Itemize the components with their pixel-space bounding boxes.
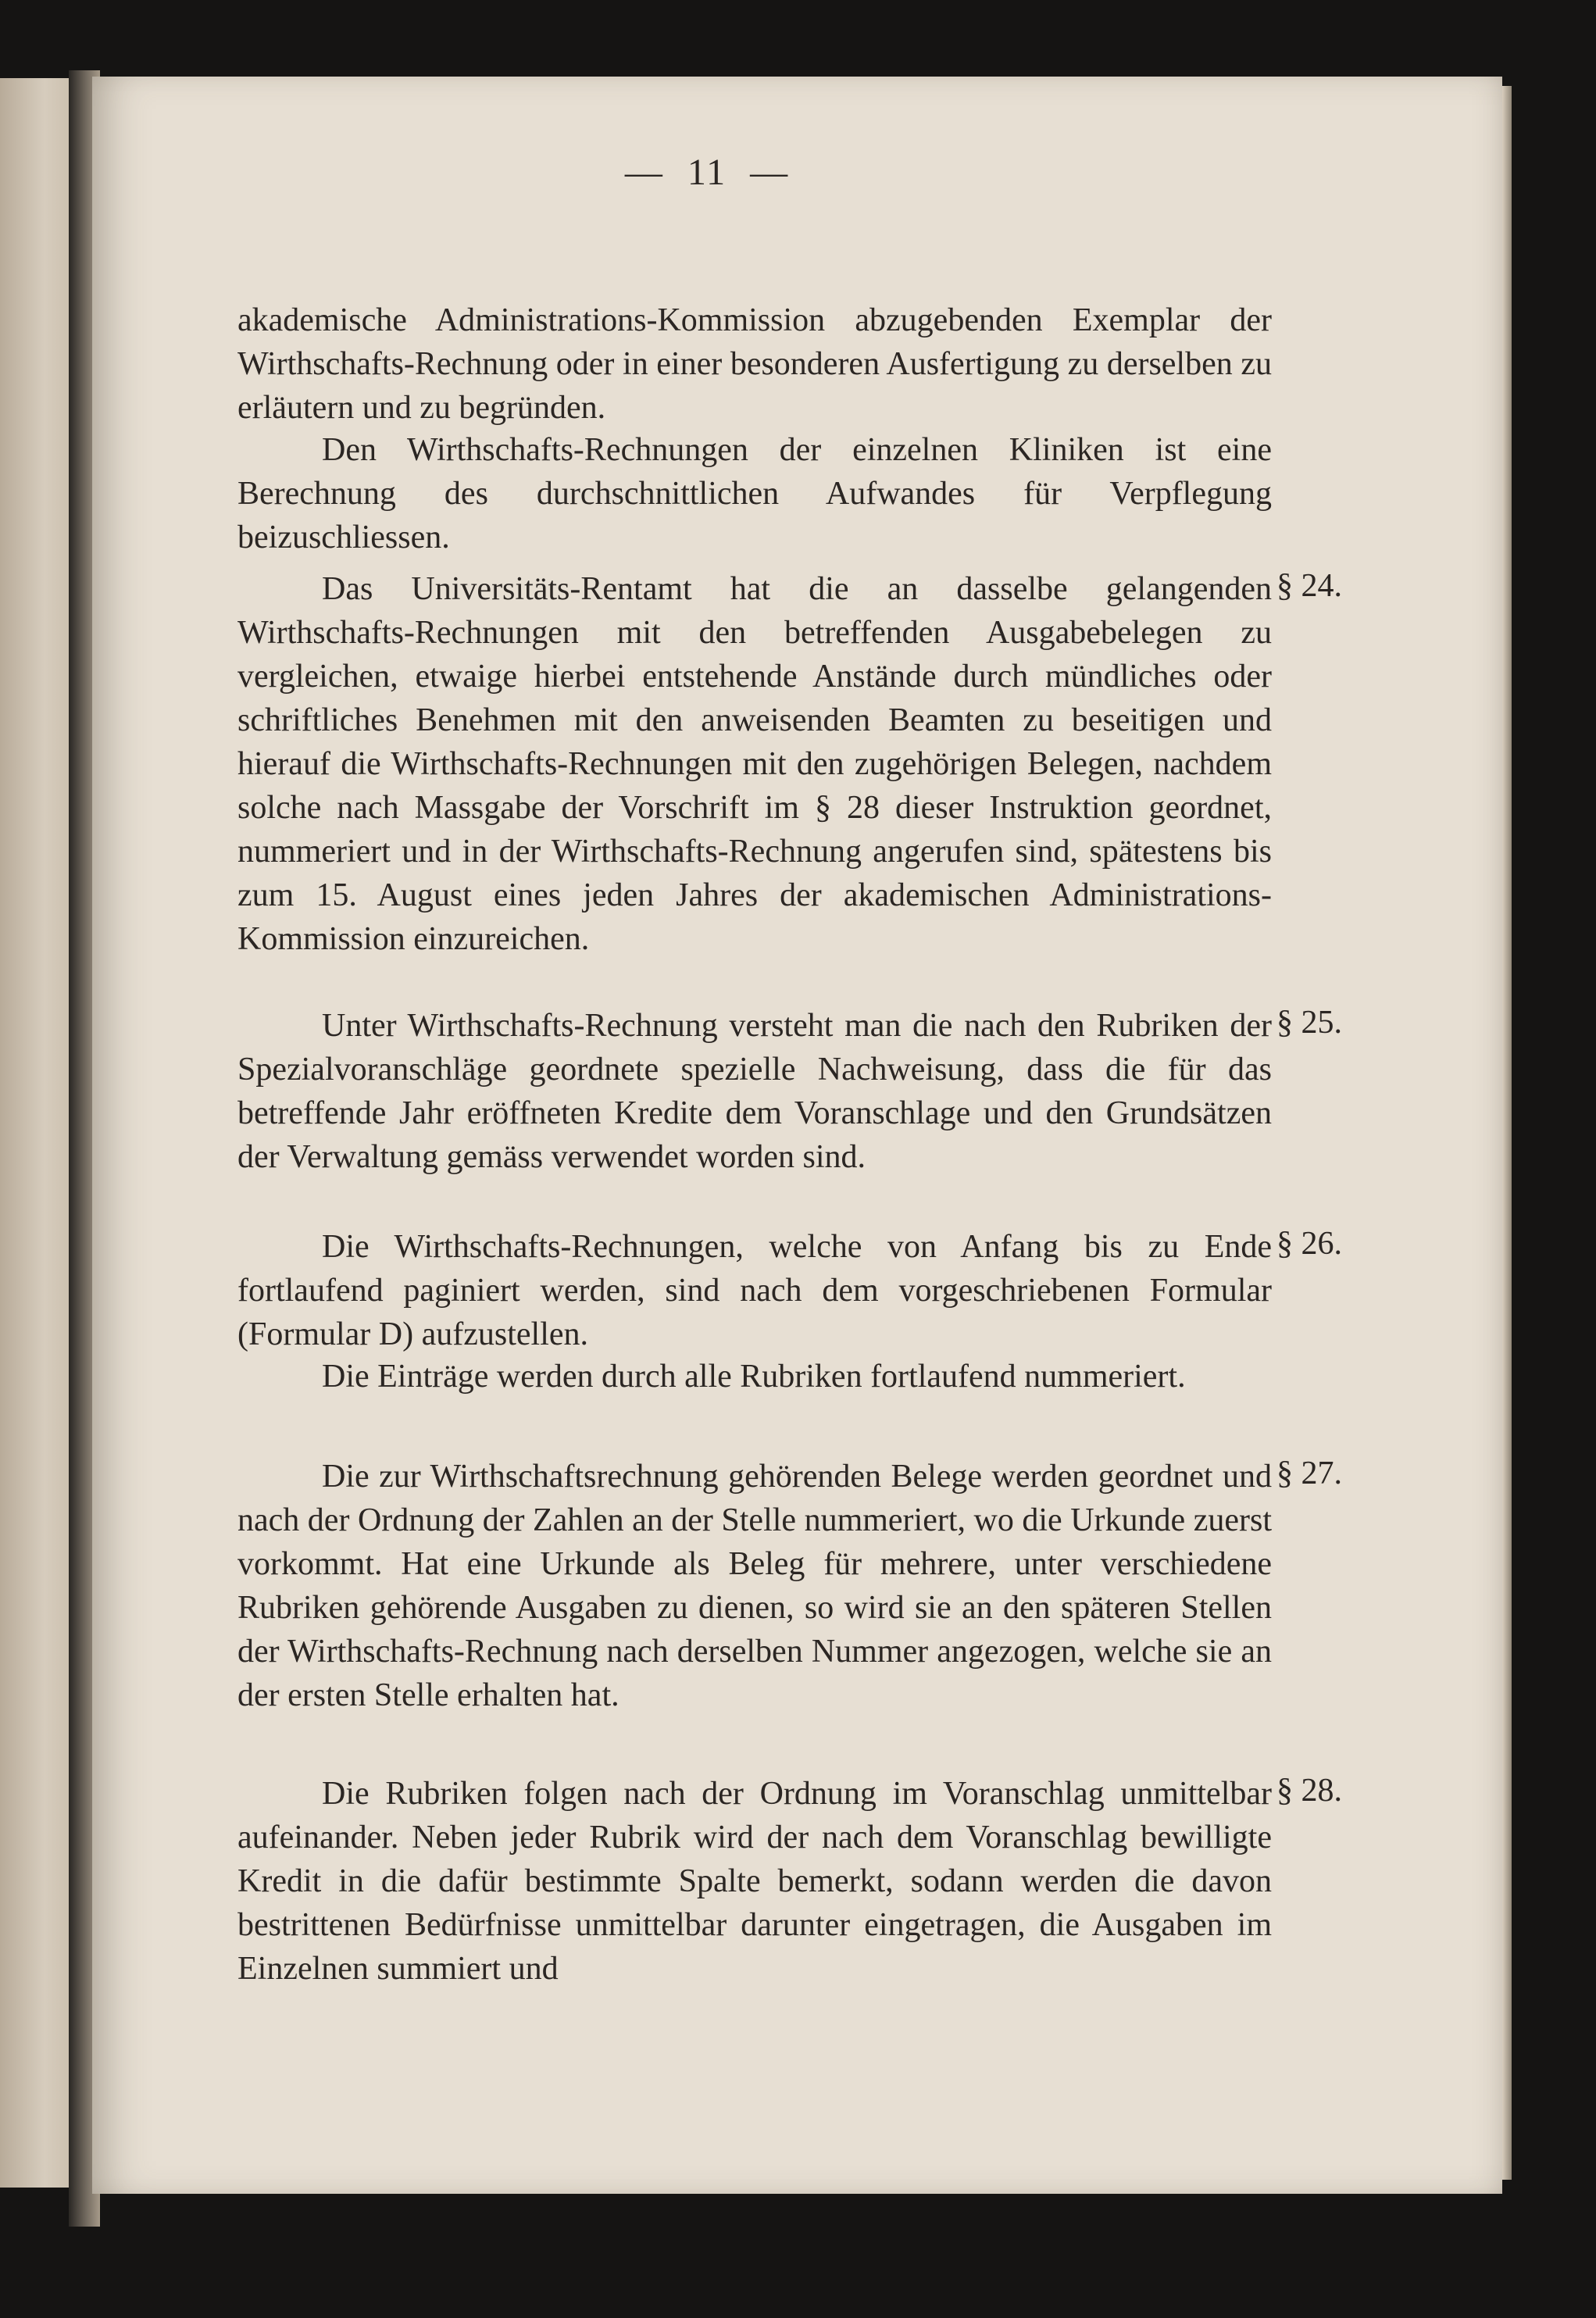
paragraph-3: Das Universitäts-Rentamt hat die an dasselbe gelangenden Wirthschafts-Rechnungen mit den betreffenden Ausgabebelegen zu vergleichen, etwaige hierbei entstehende Anstände durch mündliches oder schriftliches Benehmen mit den anweisenden Beamten zu beseitigen und hierauf die Wirthschafts-Rechnungen mit den zugehörigen Belegen, nachdem solche nach Massgabe der Vorschrift im § 28 dieser Instruktion geordnet, nummeriert und in der Wirthschafts-Rechnung angerufen sind, spätestens bis zum 15. August eines jeden Jahres der akademischen Administrations-Kommission einzureichen. — [237, 571, 1272, 957]
paragraph-7: Die zur Wirthschaftsrechnung gehörenden Belege werden geordnet und nach der Ordnung der Zahlen an der Stelle nummeriert, wo die Urkunde zuerst vorkommt. Hat eine Urkunde als Beleg für mehrere, unter verschiedene Rubriken gehörende Ausgaben zu dienen, so wird sie an den späteren Stellen der Wirthschafts-Rechnung nach derselben Nummer angezogen, welche sie an der ersten Stelle erhalten hat. — [237, 1459, 1272, 1713]
paragraph-4: Unter Wirthschafts-Rechnung versteht man die nach den Rubriken der Spezialvoranschläge geordnete spezielle Nachweisung, dass die für das betreffende Jahr eröffneten Kredite dem Voranschlage und den Grundsätzen der Verwaltung gemäss verwendet worden sind. — [237, 1008, 1272, 1175]
section-25-marker: § 25. — [1276, 1005, 1342, 1041]
section-28-marker: § 28. — [1276, 1773, 1342, 1809]
paragraph-1: akademische Administrations-Kommission abzugebenden Exemplar der Wirthschafts-Rechnung oder in einer besonderen Ausfertigung zu derselben zu erläutern und zu begründen. — [237, 302, 1272, 426]
page-right-edge — [1502, 86, 1512, 2180]
section-24-marker: § 24. — [1276, 568, 1342, 604]
dash-left: — — [624, 152, 664, 193]
paragraph-5: Die Wirthschafts-Rechnungen, welche von Anfang bis zu Ende fortlaufend paginiert werden, sind nach dem vorgeschriebenen Formular (Formular D) aufzustellen. — [237, 1229, 1272, 1352]
paragraph-8: Die Rubriken folgen nach der Ordnung im Voranschlag unmittelbar aufeinander. Neben jeder Rubrik wird der nach dem Voranschlag bewilligte Kredit in die dafür bestimmte Spalte bemerkt, sodann werden die davon bestrittenen Bedürfnisse unmittelbar darunter eingetragen, die Ausgaben im Einzelnen summiert und — [237, 1776, 1272, 1987]
paragraph-6: Die Einträge werden durch alle Rubriken fortlaufend nummeriert. — [322, 1359, 1186, 1395]
page-number-line — [0, 151, 1414, 194]
section-26-marker: § 26. — [1276, 1226, 1342, 1262]
dash-right: — — [750, 152, 790, 193]
paragraph-2: Den Wirthschafts-Rechnungen der einzelnen Kliniken ist eine Berechnung des durchschnittlichen Aufwandes für Verpflegung beizuschliessen. — [237, 432, 1272, 555]
facing-page-edge — [0, 78, 74, 2188]
page-number: 11 — [687, 152, 727, 193]
section-27-marker: § 27. — [1276, 1455, 1342, 1491]
